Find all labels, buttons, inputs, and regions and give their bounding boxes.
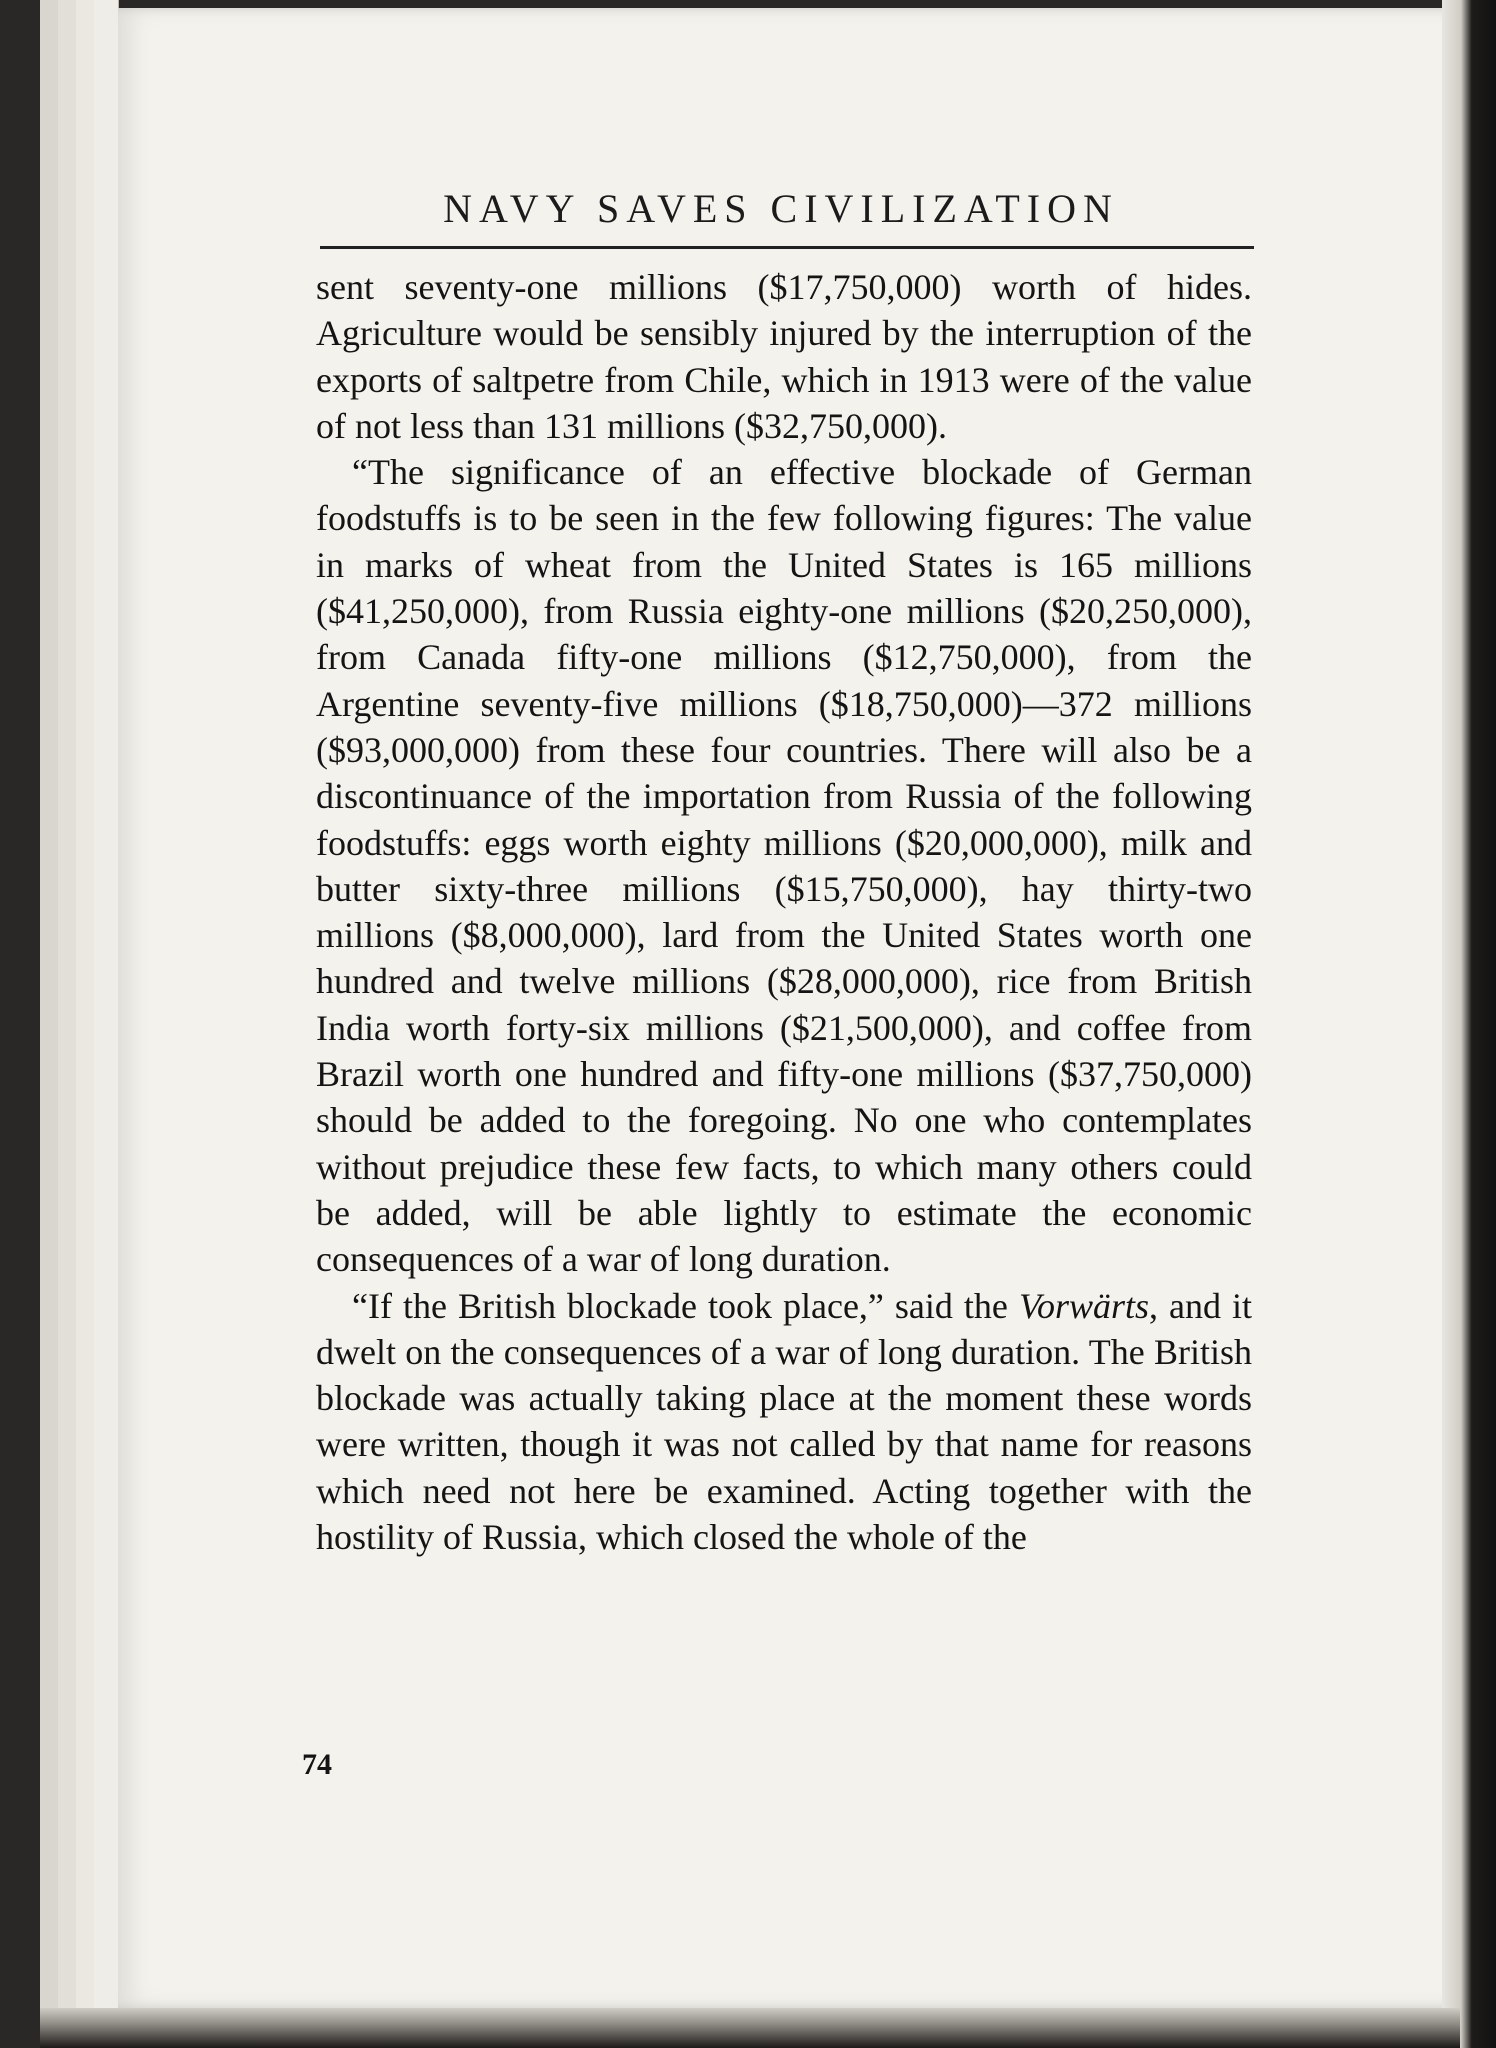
bottom-page-edge bbox=[40, 2008, 1460, 2048]
paragraph-2: “The significance of an effective blockade of German foodstuffs is to be seen in the few following figures: The value in marks of wheat from the United States is 165 millions ($41,250,000), from Russia eighty-one millions ($20,250,000), from Canada fifty-one millions ($12,750,000), from the Argentine seventy-five millions ($18,750,000)—372 millions ($93,000,000) from these four countries. There will also be a discontinuance of the importation from Russia of the following foodstuffs: eggs worth eighty millions ($20,000,000), milk and butter sixty-three millions ($15,750,000), hay thirty-two millions ($8,000,000), lard from the United States worth one hundred and twelve millions ($28,000,000), rice from British India worth forty-six millions ($21,500,000), and coffee from Brazil worth one hundred and fifty-one millions ($37,750,000) should be added to the foregoing. No one who contemplates without prejudice these few facts, to which many others could be added, will be able lightly to estimate the economic consequences of a war of long duration. bbox=[316, 452, 1252, 1280]
newspaper-title: Vorwärts bbox=[1018, 1285, 1149, 1326]
paragraph-3-lead: “If the British blockade took place,” said the bbox=[352, 1285, 1019, 1326]
page-edge-stack bbox=[94, 0, 119, 2048]
paragraph-1: sent seventy-one millions ($17,750,000) worth of hides. Agriculture would be sensibly injured by the interruption of the exports of saltpetre from Chile, which in 1913 were of the value of not less than 131 millions ($32,750,000). bbox=[316, 267, 1252, 446]
head-rule bbox=[320, 246, 1254, 249]
right-page-edge bbox=[1442, 0, 1496, 2048]
page-number: 74 bbox=[302, 1748, 332, 1781]
paragraph-3-rest: , and it dwelt on the consequences of a war of long duration. The British blockade was actually taking place at the moment these words were written, though it was not called by that name for reasons which need not here be examined. Acting together with the hostility of Russia, which closed the whole of the bbox=[316, 1285, 1253, 1558]
running-head: NAVY SAVES CIVILIZATION bbox=[443, 186, 1119, 231]
paragraph-3 bbox=[316, 1283, 1252, 1561]
body-text bbox=[316, 264, 1252, 1560]
